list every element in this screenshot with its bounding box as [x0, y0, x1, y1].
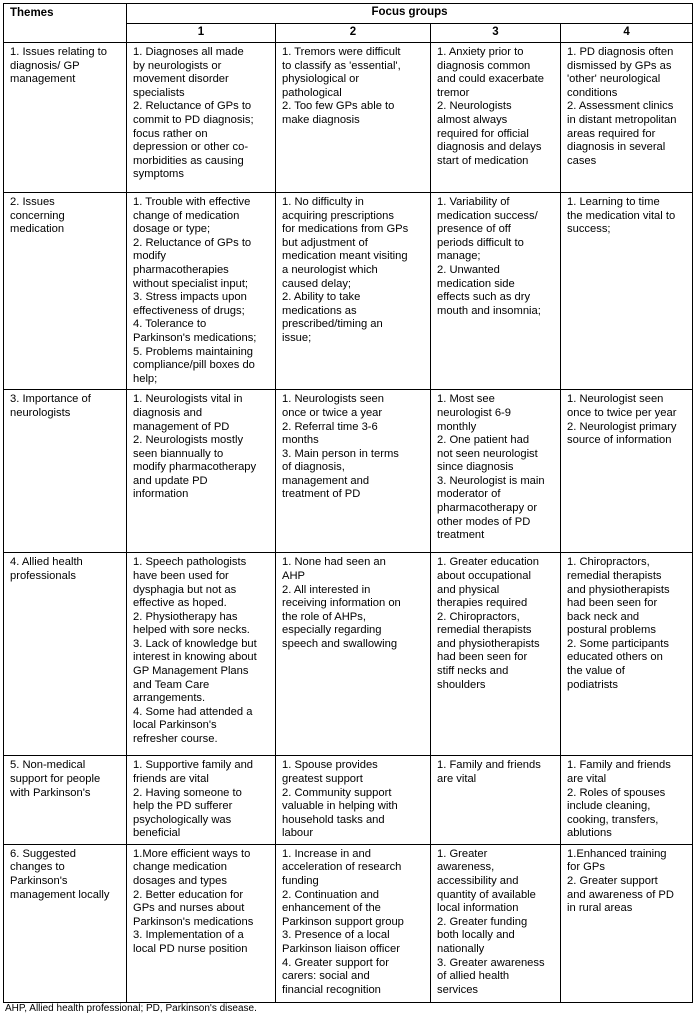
cell-line: 4. Greater support for [282, 956, 389, 969]
cell-line: seen biannually to [133, 447, 224, 460]
cell-line: psychologically was [133, 813, 232, 826]
cell-line: presence of off [437, 223, 511, 236]
focus-group-3-cell [431, 844, 561, 1002]
cell-line: 1. Supportive family and [133, 759, 254, 772]
theme-cell [4, 193, 127, 390]
cell-line: cooking, transfers, [567, 813, 659, 826]
cell-line: manage; [437, 250, 481, 263]
cell-line: diagnosis and delays [437, 141, 542, 154]
cell-line: dismissed by GPs as [567, 59, 672, 72]
cell-line: help; [133, 372, 158, 385]
cell-line: almost always [437, 113, 508, 126]
cell-line: depression or other co- [133, 141, 249, 154]
cell-line: treatment of PD [282, 488, 361, 501]
theme-line: management locally [10, 888, 110, 901]
theme-line: professionals [10, 569, 76, 582]
focus-group-col-3: 3 [431, 24, 561, 43]
cell-line: compliance/pill boxes do [133, 359, 255, 372]
cell-line: helped with sore necks. [133, 624, 250, 637]
focus-group-1-cell [127, 390, 276, 553]
cell-line: 1. Neurologists seen [282, 393, 384, 406]
themes-table [3, 3, 693, 1003]
cell-line: management and [282, 474, 370, 487]
cell-line: and could exacerbate [437, 73, 544, 86]
cell-line: 1. Speech pathologists [133, 556, 247, 569]
cell-line: 1.Enhanced training [567, 847, 667, 860]
cell-line: issue; [282, 331, 312, 344]
cell-line: shoulders [437, 678, 486, 691]
cell-line: 2. Neurologists [437, 100, 512, 113]
cell-line: 3. Lack of knowledge but [133, 637, 257, 650]
cell-line: caused delay; [282, 277, 352, 290]
cell-line: accessibility and [437, 875, 519, 888]
cell-line: Parkinson's medications; [133, 331, 257, 344]
cell-line: 2. Continuation and [282, 888, 380, 901]
cell-line: ablutions [567, 827, 612, 840]
cell-line: 1. No difficulty in [282, 196, 364, 208]
cell-line: 1. Family and friends [567, 759, 671, 772]
cell-line: 1. Anxiety prior to [437, 46, 524, 58]
cell-line: of diagnosis, [282, 461, 345, 474]
cell-line: tremor [437, 86, 470, 99]
focus-group-2-cell [276, 43, 431, 193]
focus-group-1-cell [127, 756, 276, 845]
focus-group-4-cell [561, 553, 693, 756]
focus-group-3-cell [431, 553, 561, 756]
cell-line: Parkinson liaison officer [282, 943, 400, 956]
focus-group-2-cell [276, 553, 431, 756]
cell-line: acquiring prescriptions [282, 209, 394, 222]
cell-line: of allied health [437, 970, 510, 983]
cell-line: physiological or [282, 73, 360, 86]
theme-line: neurologists [10, 406, 71, 419]
cell-line: 2. Some participants [567, 637, 669, 650]
cell-line: household tasks and [282, 813, 385, 826]
focus-group-4-cell [561, 390, 693, 553]
cell-line: in distant metropolitan [567, 113, 677, 126]
cell-line: 3. Implementation of a [133, 929, 244, 942]
cell-line: 1. Greater education [437, 556, 539, 569]
cell-line: but adjustment of [282, 236, 368, 249]
theme-line: changes to [10, 861, 65, 874]
cell-line: the role of AHPs, [282, 610, 366, 623]
focus-group-4-cell [561, 844, 693, 1002]
cell-line: quantity of available [437, 888, 536, 901]
footnote: AHP, Allied health professional; PD, Parkinson's disease. [5, 1003, 257, 1014]
cell-line: remedial therapists [567, 569, 662, 582]
cell-line: diagnosis common [437, 59, 531, 72]
cell-line: diagnosis in several [567, 141, 666, 154]
cell-line: make diagnosis [282, 113, 360, 126]
focus-group-col-4: 4 [561, 24, 693, 43]
cell-line: Parkinson's medications [133, 915, 254, 928]
cell-line: once to twice per year [567, 406, 677, 419]
cell-line: postural problems [567, 624, 656, 637]
cell-line: valuable in helping with [282, 800, 398, 813]
focus-group-1-cell [127, 553, 276, 756]
cell-line: 2. Neurologist primary [567, 420, 677, 433]
theme-line: with Parkinson's [10, 786, 91, 799]
cell-line: 1. Family and friends [437, 759, 541, 772]
cell-line: nationally [437, 943, 485, 956]
cell-line: morbidities as causing [133, 154, 244, 167]
cell-line: 2. Ability to take [282, 291, 361, 304]
cell-line: Parkinson support group [282, 915, 404, 928]
cell-line: 2. Too few GPs able to [282, 100, 395, 113]
focus-group-1-cell [127, 193, 276, 390]
cell-line: information [133, 488, 189, 501]
cell-line: interest in knowing about [133, 651, 257, 664]
cell-line: the medication vital to [567, 209, 676, 222]
cell-line: educated others on [567, 651, 663, 664]
cell-line: change of medication [133, 209, 240, 222]
cell-line: carers: social and [282, 970, 370, 983]
cell-line: remedial therapists [437, 624, 532, 637]
cell-line: both locally and [437, 929, 515, 942]
cell-line: cases [567, 154, 597, 167]
cell-line: 2. Neurologists mostly [133, 434, 244, 447]
cell-line: and update PD [133, 474, 208, 487]
cell-line: local Parkinson's [133, 719, 217, 732]
cell-line: start of medication [437, 154, 529, 167]
cell-line: 2. Having someone to [133, 786, 242, 799]
cell-line: 5. Problems maintaining [133, 345, 254, 358]
cell-line: local information [437, 902, 519, 915]
focus-group-3-cell [431, 193, 561, 390]
cell-line: treatment [437, 529, 485, 542]
focus-group-4-cell [561, 756, 693, 845]
cell-line: 2. Unwanted [437, 263, 500, 276]
cell-line: in rural areas [567, 902, 633, 915]
cell-line: pharmacotherapy or [437, 502, 538, 515]
cell-line: symptoms [133, 168, 184, 181]
cell-line: pathological [282, 86, 342, 99]
cell-line: are vital [437, 772, 477, 785]
cell-line: neurologist 6-9 [437, 406, 512, 419]
cell-line: help the PD sufferer [133, 800, 233, 813]
focus-group-col-1: 1 [127, 24, 276, 43]
cell-line: speech and swallowing [282, 637, 398, 650]
cell-line: pharmacotherapies [133, 263, 229, 276]
cell-line: 1. Greater [437, 847, 488, 860]
cell-line: refresher course. [133, 733, 218, 746]
cell-line: 4. Some had attended a [133, 705, 253, 718]
cell-line: especially regarding [282, 624, 382, 637]
cell-line: 2. Reluctance of GPs to [133, 100, 252, 113]
cell-line: 1. Increase in and [282, 847, 371, 860]
cell-line: dysphagia but not as [133, 583, 237, 596]
cell-line: 2. All interested in [282, 583, 371, 596]
theme-cell [4, 390, 127, 553]
cell-line: and physiotherapists [567, 583, 670, 596]
cell-line: dosage or type; [133, 223, 211, 236]
focus-group-2-cell [276, 193, 431, 390]
theme-cell [4, 43, 127, 193]
table-row [4, 43, 693, 193]
cell-line: receiving information on [282, 597, 401, 610]
cell-line: periods difficult to [437, 236, 524, 249]
cell-line: change medication [133, 861, 227, 874]
cell-line: had been seen for [437, 651, 528, 664]
cell-line: 2. Greater funding [437, 915, 528, 928]
cell-line: for GPs [567, 861, 605, 874]
cell-line: 2. Assessment clinics [567, 100, 674, 113]
cell-line: 3. Neurologist is main [437, 474, 545, 487]
cell-line: 1. Neurologist seen [567, 393, 664, 406]
cell-line: conditions [567, 86, 618, 99]
cell-line: services [437, 983, 479, 996]
cell-line: 3. Presence of a local [282, 929, 390, 942]
table-row [4, 193, 693, 390]
cell-line: 1. Tremors were difficult [282, 46, 401, 58]
cell-line: 2. Community support [282, 786, 392, 799]
cell-line: 1. Most see [437, 393, 495, 406]
theme-line: 3. Importance of [10, 393, 91, 406]
cell-line: 4. Tolerance to [133, 318, 207, 331]
table-row [4, 390, 693, 553]
cell-line: include cleaning, [567, 800, 651, 813]
cell-line: modify [133, 250, 166, 263]
cell-line: 2. Roles of spouses [567, 786, 666, 799]
cell-line: not seen neurologist [437, 447, 538, 460]
cell-line: greatest support [282, 772, 363, 785]
cell-line: awareness, [437, 861, 495, 874]
focus-group-3-cell [431, 43, 561, 193]
cell-line: required for official [437, 127, 529, 140]
cell-line: and Team Care [133, 678, 210, 691]
themes-header: Themes [4, 4, 127, 43]
theme-cell [4, 553, 127, 756]
cell-line: financial recognition [282, 983, 381, 996]
cell-line: other modes of PD [437, 515, 531, 528]
cell-line: since diagnosis [437, 461, 514, 474]
cell-line: 1. Chiropractors, [567, 556, 650, 569]
cell-line: moderator of [437, 488, 501, 501]
theme-line: Parkinson's [10, 875, 68, 888]
focus-group-col-2: 2 [276, 24, 431, 43]
cell-line: 1. Neurologists vital in [133, 393, 243, 406]
cell-line: dosages and types [133, 875, 227, 888]
table-row [4, 553, 693, 756]
cell-line: are vital [567, 772, 607, 785]
cell-line: local PD nurse position [133, 943, 248, 956]
cell-line: had been seen for [567, 597, 658, 610]
cell-line: acceleration of research [282, 861, 402, 874]
cell-line: 1. Learning to time [567, 196, 660, 208]
cell-line: medication meant visiting [282, 250, 408, 263]
cell-line: once or twice a year [282, 406, 383, 419]
cell-line: AHP [282, 569, 306, 582]
cell-line: a neurologist which [282, 263, 378, 276]
cell-line: stiff necks and [437, 665, 509, 678]
theme-line: concerning [10, 209, 65, 222]
cell-line: for medications from GPs [282, 223, 409, 236]
cell-line: commit to PD diagnosis; [133, 113, 254, 126]
theme-cell [4, 756, 127, 845]
focus-group-2-cell [276, 844, 431, 1002]
cell-line: mouth and insomnia; [437, 304, 541, 317]
cell-line: have been used for [133, 569, 229, 582]
cell-line: funding [282, 875, 319, 888]
cell-line: 1. Trouble with effective [133, 196, 251, 208]
cell-line: and physical [437, 583, 500, 596]
cell-line: 3. Greater awareness [437, 956, 545, 969]
cell-line: GPs and nurses about [133, 902, 245, 915]
cell-line: success; [567, 223, 611, 236]
theme-line: medication [10, 223, 65, 236]
focus-group-1-cell [127, 844, 276, 1002]
cell-line: areas required for [567, 127, 656, 140]
focus-group-4-cell [561, 43, 693, 193]
cell-line: focus rather on [133, 127, 208, 140]
cell-line: labour [282, 827, 314, 840]
cell-line: 2. One patient had [437, 434, 530, 447]
cell-line: modify pharmacotherapy [133, 461, 257, 474]
table-row [4, 844, 693, 1002]
cell-line: 1. PD diagnosis often [567, 46, 674, 58]
cell-line: 3. Main person in terms [282, 447, 399, 460]
cell-line: and awareness of PD [567, 888, 674, 901]
cell-line: to classify as 'essential', [282, 59, 401, 72]
cell-line: therapies required [437, 597, 528, 610]
cell-line: specialists [133, 86, 185, 99]
cell-line: GP Management Plans [133, 665, 249, 678]
cell-line: 2. Chiropractors, [437, 610, 520, 623]
cell-line: monthly [437, 420, 477, 433]
cell-line: by neurologists or [133, 59, 222, 72]
cell-line: the value of [567, 665, 625, 678]
theme-line: diagnosis/ GP [10, 59, 80, 72]
theme-line: 2. Issues [10, 196, 55, 208]
cell-line: 3. Stress impacts upon [133, 291, 247, 304]
cell-line: effects such as dry [437, 291, 531, 304]
cell-line: management of PD [133, 420, 230, 433]
cell-line: diagnosis and [133, 406, 203, 419]
cell-line: arrangements. [133, 692, 206, 705]
focus-group-3-cell [431, 390, 561, 553]
cell-line: effectiveness of drugs; [133, 304, 245, 317]
cell-line: medication success/ [437, 209, 538, 222]
table-container [3, 3, 693, 1003]
cell-line: prescribed/timing an [282, 318, 383, 331]
cell-line: back neck and [567, 610, 640, 623]
cell-line: 2. Reluctance of GPs to [133, 236, 252, 249]
cell-line: 1. Diagnoses all made [133, 46, 244, 58]
cell-line: without specialist input; [133, 277, 249, 290]
cell-line: beneficial [133, 827, 181, 840]
focus-group-2-cell [276, 390, 431, 553]
cell-line: movement disorder [133, 73, 229, 86]
cell-line: and physiotherapists [437, 637, 540, 650]
cell-line: 2. Referral time 3-6 [282, 420, 378, 433]
cell-line: source of information [567, 434, 672, 447]
cell-line: 2. Better education for [133, 888, 244, 901]
table-row [4, 756, 693, 845]
focus-group-4-cell [561, 193, 693, 390]
cell-line: 'other' neurological [567, 73, 661, 86]
theme-line: 1. Issues relating to [10, 46, 108, 58]
focus-group-2-cell [276, 756, 431, 845]
cell-line: medication side [437, 277, 515, 290]
theme-line: 4. Allied health [10, 556, 83, 569]
focus-group-1-cell [127, 43, 276, 193]
cell-line: about occupational [437, 569, 531, 582]
theme-line: 6. Suggested [10, 847, 76, 860]
theme-line: 5. Non-medical [10, 759, 86, 772]
theme-cell [4, 844, 127, 1002]
cell-line: enhancement of the [282, 902, 381, 915]
cell-line: 1.More efficient ways to [133, 847, 251, 860]
cell-line: 1. Spouse provides [282, 759, 378, 772]
cell-line: 1. Variability of [437, 196, 510, 208]
cell-line: effective as hoped. [133, 597, 227, 610]
theme-line: management [10, 73, 76, 86]
cell-line: podiatrists [567, 678, 618, 691]
cell-line: 1. None had seen an [282, 556, 386, 569]
cell-line: friends are vital [133, 772, 209, 785]
cell-line: 2. Physiotherapy has [133, 610, 238, 623]
cell-line: months [282, 434, 319, 447]
cell-line: 2. Greater support [567, 875, 658, 888]
focus-group-3-cell [431, 756, 561, 845]
theme-line: support for people [10, 772, 101, 785]
focus-groups-header: Focus groups [127, 4, 693, 24]
cell-line: medications as [282, 304, 357, 317]
